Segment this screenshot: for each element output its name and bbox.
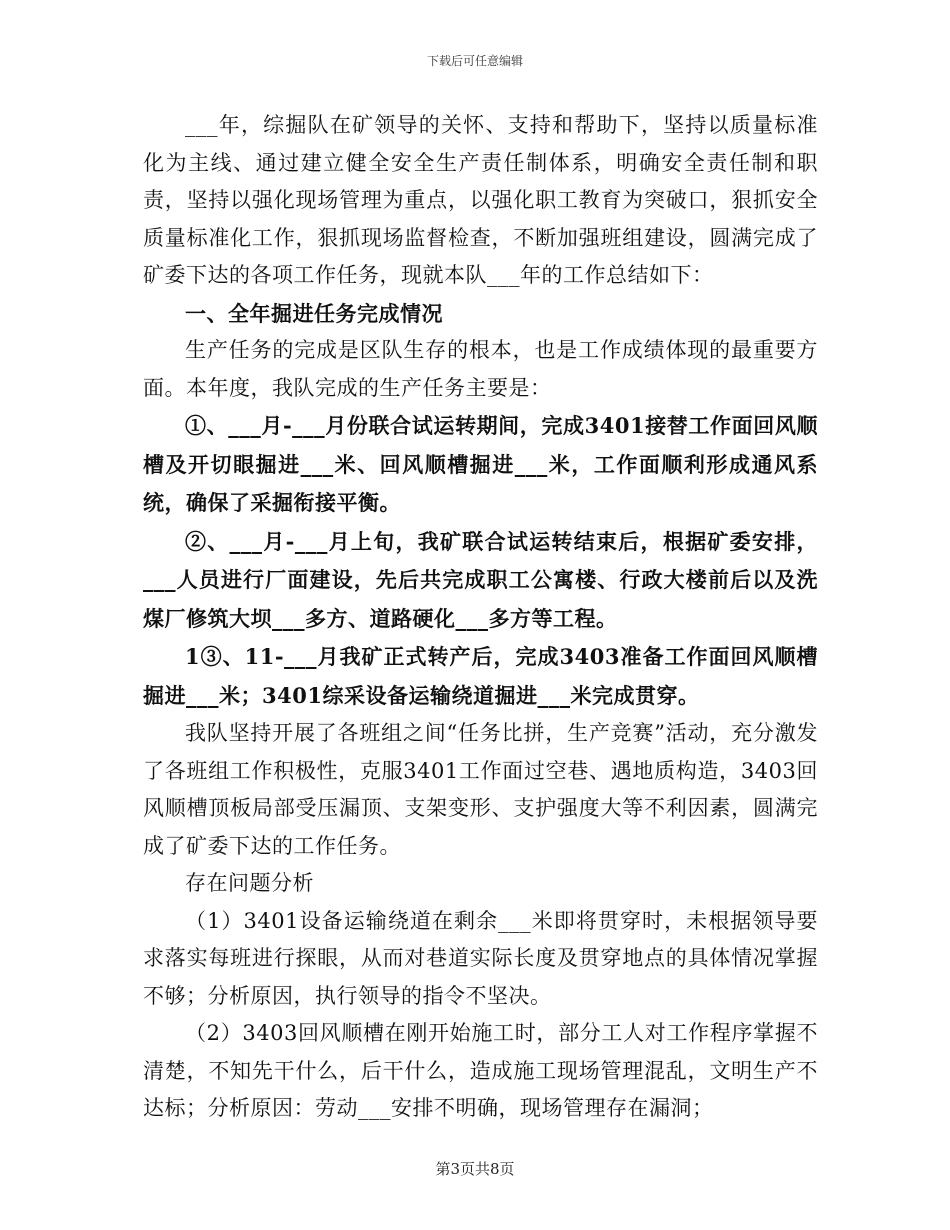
problem-item-2: （2）3403回风顺槽在刚开始施工时，部分工人对工作程序掌握不清楚，不知先干什么，后干什么，造成施工现场管理混乱，文明生产不达标；分析原因：劳动___安排不明确，现场管理存在漏洞；	[143, 1021, 818, 1120]
problem-item-1: （1）3401设备运输绕道在剩余___米即将贯穿时，未根据领导要求落实每班进行探眼，从而对巷道实际长度及贯穿地点的具体情况掌握不够；分析原因，执行领导的指令不坚决。	[143, 908, 818, 1008]
problem-analysis-heading: 存在问题分析	[185, 871, 314, 895]
section-heading: 一、全年掘进任务完成情况	[185, 300, 443, 326]
task-item-2: ②、___月-___月上旬，我矿联合试运转结束后，根据矿委安排，___人员进行厂面建设，先后共完成职工公寓楼、行政大楼前后以及洗煤厂修筑大坝___多方、道路硬化___多方等工程。	[143, 528, 818, 631]
task-item-1: ①、___月-___月份联合试运转期间，完成3401接替工作面回风顺槽及开切眼掘进___米、回风顺槽掘进___米，工作面顺利形成通风系统，确保了采掘衔接平衡。	[143, 413, 818, 515]
page-footer: 第3页共8页	[435, 1160, 515, 1178]
document-body	[143, 107, 818, 1128]
competition-paragraph: 我队坚持开展了各班组之间“任务比拼，生产竞赛”活动，充分激发了各班组工作积极性，克服3401工作面过空巷、遇地质构造，3403回风顺槽顶板局部受压漏顶、支架变形、支护强度大等不利因素，圆满完成了矿委下达的工作任务。	[143, 721, 818, 858]
task-item-3: 1③、11-___月我矿正式转产后，完成3403准备工作面回风顺槽掘进___米；3401综采设备运输绕道掘进___米完成贯穿。	[143, 644, 818, 708]
page-header: 下载后可任意编辑	[426, 54, 523, 68]
intro-paragraph: ___年，综掘队在矿领导的关怀、支持和帮助下，坚持以质量标准化为主线、通过建立健全安全生产责任制体系，明确安全责任制和职责，坚持以强化现场管理为重点，以强化职工教育为突破口，狠抓安全质量标准化工作，狠抓现场监督检查，不断加强班组建设，圆满完成了矿委下达的各项工作任务，现就本队___年的工作总结如下：	[143, 113, 818, 287]
production-paragraph: 生产任务的完成是区队生存的根本，也是工作成绩体现的最重要方面。本年度，我队完成的生产任务主要是：	[143, 338, 818, 400]
